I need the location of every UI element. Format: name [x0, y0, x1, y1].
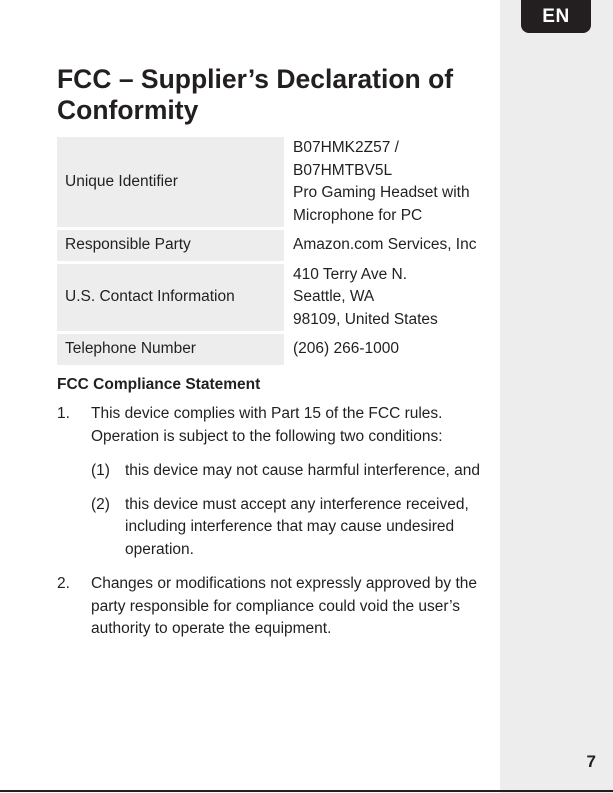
table-row-unique-identifier	[57, 137, 485, 227]
page-title: FCC – Supplier’s Declaration of Conformity	[57, 64, 454, 125]
table-row-responsible-party	[57, 230, 485, 261]
row-value	[284, 230, 485, 261]
condition-list	[91, 460, 487, 561]
value-line: Amazon.com Services, Inc	[293, 236, 477, 253]
condition-text: this device may not cause harmful interference, and	[125, 462, 480, 479]
row-label: Responsible Party	[57, 230, 284, 261]
condition-number: (2)	[91, 495, 110, 513]
row-value	[284, 264, 485, 332]
bottom-rule	[0, 790, 613, 792]
value-line: (206) 266-1000	[293, 340, 399, 357]
language-badge: EN	[521, 0, 591, 33]
item-number: 1.	[57, 405, 70, 422]
table-row-telephone-number	[57, 334, 485, 365]
item-number: 2.	[57, 575, 70, 592]
row-value	[284, 137, 485, 227]
row-label: U.S. Contact Information	[57, 264, 284, 332]
compliance-list	[57, 403, 487, 641]
item-text: This device complies with Part 15 of the FCC rules. Operation is subject to the following two conditions:	[91, 405, 443, 445]
row-label: Telephone Number	[57, 334, 284, 365]
value-line: 410 Terry Ave N.	[293, 265, 408, 283]
value-line: Pro Gaming Headset with	[293, 184, 470, 201]
value-line: 98109, United States	[293, 310, 438, 328]
row-value	[284, 334, 485, 365]
value-line: B07HMK2Z57 /	[293, 139, 399, 156]
condition-item	[91, 460, 487, 483]
side-strip	[500, 0, 613, 793]
page-number: 7	[586, 752, 596, 771]
value-line: Microphone for PC	[293, 206, 423, 224]
condition-item	[91, 494, 487, 562]
list-item	[57, 573, 487, 641]
condition-text: this device must accept any interference received, including interference that may cause undesired operation.	[125, 495, 469, 558]
list-item	[57, 403, 487, 561]
table-row-contact-information	[57, 264, 485, 332]
value-line: Seattle, WA	[293, 288, 375, 305]
value-line: B07HMTBV5L	[293, 161, 393, 179]
condition-number: (1)	[91, 462, 110, 479]
identification-table	[57, 134, 485, 368]
compliance-heading: FCC Compliance Statement	[57, 376, 261, 393]
item-text: Changes or modifications not expressly approved by the party responsible for compliance could void the user’s authority to operate the equipment.	[91, 575, 477, 637]
row-label: Unique Identifier	[57, 137, 284, 227]
